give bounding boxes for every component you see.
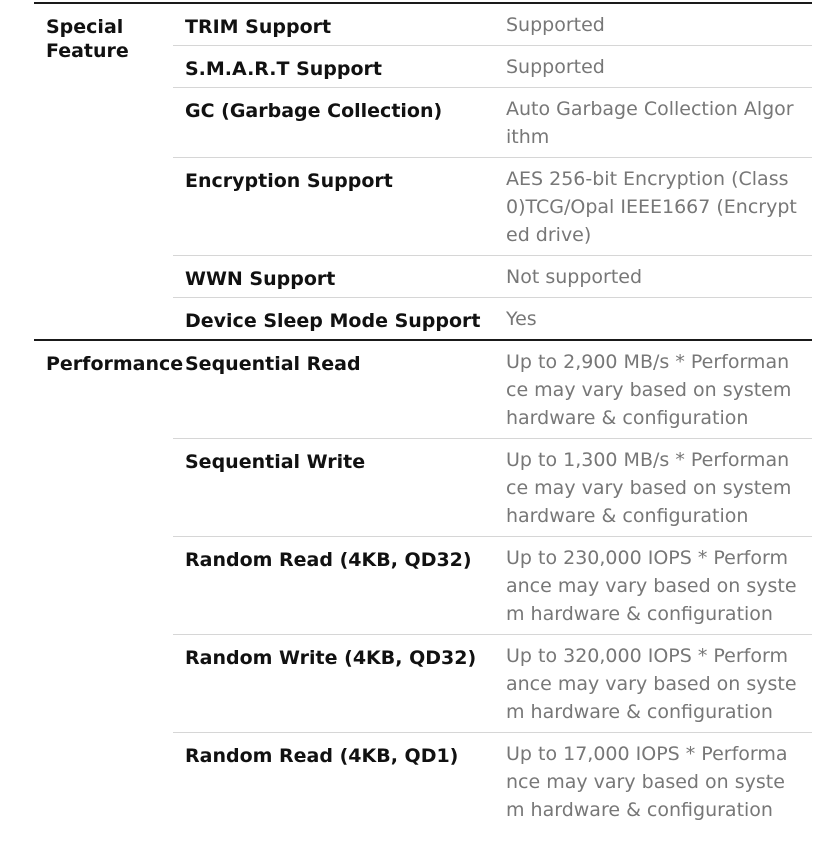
spec-rows	[173, 4, 812, 339]
section-title: Performance	[46, 353, 184, 375]
spec-value: Up to 1,300 MB/s * Performance may vary based on system hardware & configuration	[506, 449, 792, 527]
spec-row-random-read-qd32	[173, 537, 812, 635]
spec-label: Random Read (4KB, QD32)	[185, 549, 472, 571]
spec-value: Up to 320,000 IOPS * Performance may vary based on system hardware & configuration	[506, 645, 797, 723]
spec-row-wwn-support	[173, 256, 812, 298]
spec-label: Random Write (4KB, QD32)	[185, 647, 477, 669]
spec-value: Up to 17,000 IOPS * Performance may vary based on system hardware & configuration	[506, 743, 788, 821]
spec-label: Random Read (4KB, QD1)	[185, 745, 459, 767]
spec-row-device-sleep-mode	[173, 298, 812, 339]
spec-row-trim-support	[173, 4, 812, 46]
spec-row-random-write-qd32	[173, 635, 812, 733]
spec-table	[34, 2, 812, 830]
spec-value: Not supported	[506, 266, 643, 288]
spec-value: Yes	[506, 308, 537, 330]
spec-value: Auto Garbage Collection Algorithm	[506, 98, 794, 148]
spec-row-smart-support	[173, 46, 812, 88]
spec-value: Supported	[506, 56, 605, 78]
section-title: Special Feature	[46, 16, 129, 62]
spec-label: Sequential Read	[185, 353, 361, 375]
spec-label: WWN Support	[185, 268, 336, 290]
spec-label: Sequential Write	[185, 451, 366, 473]
spec-row-sequential-read	[173, 341, 812, 439]
spec-value: AES 256-bit Encryption (Class 0)TCG/Opal IEEE1667 (Encrypted drive)	[506, 168, 797, 246]
spec-row-sequential-write	[173, 439, 812, 537]
spec-value: Up to 230,000 IOPS * Performance may vary based on system hardware & configuration	[506, 547, 797, 625]
spec-label: Device Sleep Mode Support	[185, 310, 481, 332]
spec-label: Encryption Support	[185, 170, 393, 192]
spec-row-random-read-qd1	[173, 733, 812, 830]
spec-value: Supported	[506, 14, 605, 36]
spec-label: GC (Garbage Collection)	[185, 100, 443, 122]
spec-rows	[173, 341, 812, 830]
spec-section-performance	[34, 339, 812, 830]
spec-label: S.M.A.R.T Support	[185, 58, 382, 80]
spec-row-encryption-support	[173, 158, 812, 256]
spec-value: Up to 2,900 MB/s * Performance may vary based on system hardware & configuration	[506, 351, 792, 429]
spec-row-garbage-collection	[173, 88, 812, 158]
spec-label: TRIM Support	[185, 16, 332, 38]
spec-section-special-feature	[34, 2, 812, 339]
